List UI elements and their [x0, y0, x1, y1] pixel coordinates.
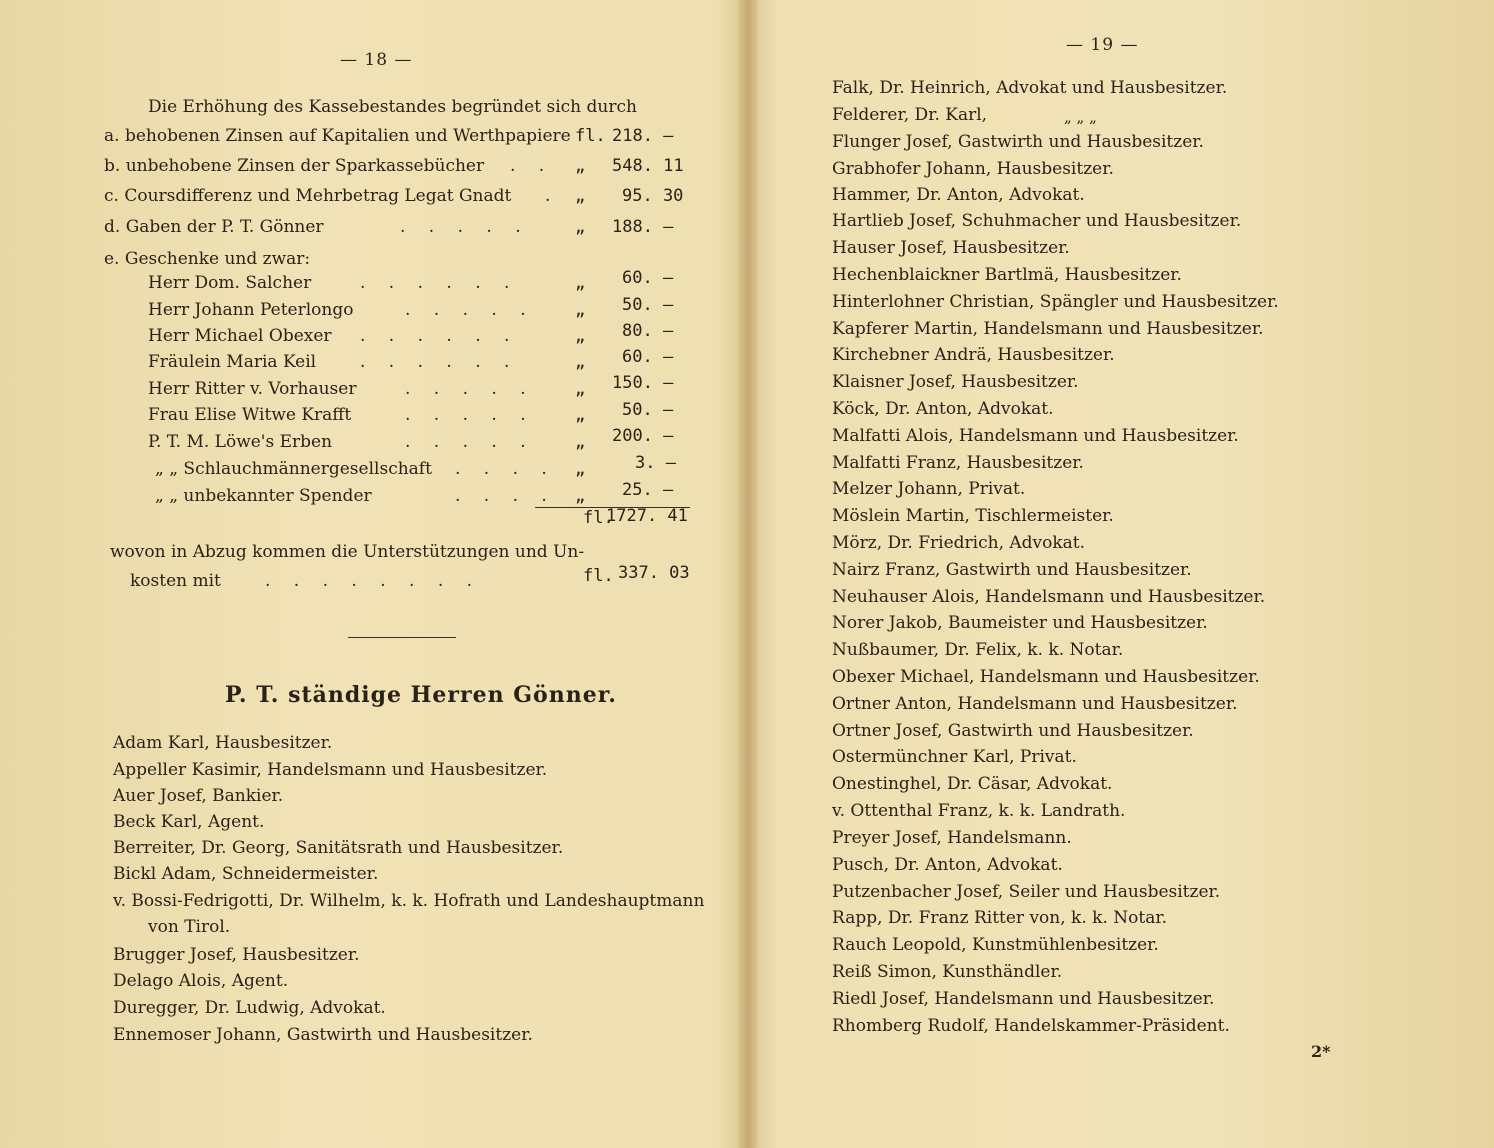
list-item: Köck, Dr. Anton, Advokat. [832, 399, 1054, 419]
gift-amount: 80. — [622, 321, 674, 341]
list-item: Rhomberg Rudolf, Handelskammer-Präsident. [832, 1016, 1230, 1036]
list-item: Hechenblaickner Bartlmä, Hausbesitzer. [832, 265, 1182, 285]
leader-dots: . [545, 186, 560, 206]
leader-dots: . . . . . . [360, 273, 519, 293]
item-b-amount: 548. 11 [612, 156, 684, 176]
item-d-currency: „ [575, 217, 586, 237]
gift-amount: 3. — [635, 453, 676, 473]
gift-amount: 60. — [622, 347, 674, 367]
list-item: v. Ottenthal Franz, k. k. Landrath. [832, 801, 1126, 821]
section-divider [348, 637, 456, 638]
left-page [0, 0, 740, 1148]
list-item: Rapp, Dr. Franz Ritter von, k. k. Notar. [832, 908, 1168, 928]
list-item: Falk, Dr. Heinrich, Advokat und Hausbesitzer. [832, 78, 1228, 98]
book-gutter [738, 0, 758, 1148]
list-item: Berreiter, Dr. Georg, Sanitätsrath und Hausbesitzer. [113, 838, 564, 858]
list-item: Grabhofer Johann, Hausbesitzer. [832, 159, 1114, 179]
list-item: Putzenbacher Josef, Seiler und Hausbesitzer. [832, 882, 1221, 902]
gift-label: Herr Michael Obexer [148, 326, 332, 346]
list-item: Nairz Franz, Gastwirth und Hausbesitzer. [832, 560, 1192, 580]
list-item: Norer Jakob, Baumeister und Hausbesitzer. [832, 613, 1208, 633]
list-item: Reiß Simon, Kunsthändler. [832, 962, 1063, 982]
leader-dots: . . . . . . [360, 352, 519, 372]
item-a-amount: 218. — [612, 126, 674, 146]
list-item: Melzer Johann, Privat. [832, 479, 1026, 499]
list-item: Hartlieb Josef, Schuhmacher und Hausbesitzer. [832, 211, 1242, 231]
gift-amount: 150. — [612, 373, 674, 393]
list-item: Delago Alois, Agent. [113, 971, 289, 991]
item-d-label: d. Gaben der P. T. Gönner [104, 217, 324, 237]
list-item: Neuhauser Alois, Handelsmann und Hausbesitzer. [832, 587, 1266, 607]
item-a-label: a. behobenen Zinsen auf Kapitalien und Werthpapiere [104, 126, 571, 146]
gift-currency: „ [575, 352, 586, 372]
item-b-currency: „ [575, 156, 586, 176]
item-b-label: b. unbehobene Zinsen der Sparkassebücher [104, 156, 485, 176]
gift-amount: 60. — [622, 268, 674, 288]
gift-label: Herr Ritter v. Vorhauser [148, 379, 357, 399]
list-item: Ortner Anton, Handelsmann und Hausbesitzer. [832, 694, 1238, 714]
list-item: Hammer, Dr. Anton, Advokat. [832, 185, 1085, 205]
deduction-currency: fl. [583, 566, 614, 586]
list-item: Nußbaumer, Dr. Felix, k. k. Notar. [832, 640, 1124, 660]
list-item: Ostermünchner Karl, Privat. [832, 747, 1077, 767]
gift-currency: „ [575, 459, 586, 479]
gift-currency: „ [575, 300, 586, 320]
total-amount: 1727. 41 [606, 506, 688, 526]
leader-dots: . . . . . [405, 432, 535, 452]
leader-dots: . . . . [455, 486, 556, 506]
signature-mark: 2* [1311, 1042, 1331, 1061]
leader-dots: . . . . [455, 459, 556, 479]
list-item: Rauch Leopold, Kunstmühlenbesitzer. [832, 935, 1159, 955]
leader-dots: . . . . . [405, 300, 535, 320]
item-c-currency: „ [575, 186, 586, 206]
list-item: Onestinghel, Dr. Cäsar, Advokat. [832, 774, 1113, 794]
leader-dots: . . [510, 156, 554, 176]
list-item: Mörz, Dr. Friedrich, Advokat. [832, 533, 1086, 553]
list-item: Adam Karl, Hausbesitzer. [113, 733, 333, 753]
gift-currency: „ [575, 432, 586, 452]
gift-amount: 50. — [622, 400, 674, 420]
list-item: Malfatti Franz, Hausbesitzer. [832, 453, 1084, 473]
gift-currency: „ [575, 379, 586, 399]
list-item: Auer Josef, Bankier. [113, 786, 284, 806]
list-item: Flunger Josef, Gastwirth und Hausbesitzer. [832, 132, 1204, 152]
left-page-number: — 18 — [340, 50, 413, 70]
item-c-label: c. Coursdifferenz und Mehrbetrag Legat Gnadt [104, 186, 512, 206]
list-item: Appeller Kasimir, Handelsmann und Hausbesitzer. [113, 760, 548, 780]
right-page [756, 0, 1494, 1148]
total-currency: fl. [583, 508, 614, 528]
gift-currency: „ [575, 405, 586, 425]
deduction-line-2: kosten mit [130, 571, 221, 591]
list-item: Preyer Josef, Handelsmann. [832, 828, 1072, 848]
list-item: Hauser Josef, Hausbesitzer. [832, 238, 1070, 258]
list-item: Obexer Michael, Handelsmann und Hausbesitzer. [832, 667, 1260, 687]
list-item: v. Bossi-Fedrigotti, Dr. Wilhelm, k. k. Hofrath und Landeshauptmann [113, 891, 705, 911]
deduction-amount: 337. 03 [618, 563, 690, 583]
list-item: Kapferer Martin, Handelsmann und Hausbesitzer. [832, 319, 1264, 339]
list-item: Hinterlohner Christian, Spängler und Hausbesitzer. [832, 292, 1279, 312]
list-item: Kirchebner Andrä, Hausbesitzer. [832, 345, 1115, 365]
list-item: Riedl Josef, Handelsmann und Hausbesitzer. [832, 989, 1215, 1009]
list-item: Bickl Adam, Schneidermeister. [113, 864, 379, 884]
list-item: Malfatti Alois, Handelsmann und Hausbesitzer. [832, 426, 1239, 446]
leader-dots: . . . . . [405, 405, 535, 425]
intro-line: Die Erhöhung des Kassebestandes begründet sich durch [148, 97, 637, 117]
gift-label: Herr Johann Peterlongo [148, 300, 354, 320]
list-item: Felderer, Dr. Karl, [832, 105, 988, 125]
leader-dots: . . . . . [400, 217, 530, 237]
ditto-marks: „ „ „ [1064, 108, 1097, 126]
right-page-number: — 19 — [1066, 35, 1139, 55]
item-d-amount: 188. — [612, 217, 674, 237]
leader-dots: . . . . . . . . [265, 571, 482, 591]
list-item: Ennemoser Johann, Gastwirth und Hausbesitzer. [113, 1025, 533, 1045]
leader-dots: . . . . . . [360, 326, 519, 346]
list-item: von Tirol. [148, 917, 231, 937]
gift-label: P. T. M. Löwe's Erben [148, 432, 333, 452]
gift-label: „ „ Schlauchmännergesellschaft [155, 459, 432, 479]
gift-label: Fräulein Maria Keil [148, 352, 317, 372]
section-heading: P. T. ständige Herren Gönner. [225, 682, 617, 708]
gift-currency: „ [575, 486, 586, 506]
gift-label: Frau Elise Witwe Krafft [148, 405, 352, 425]
list-item: Ortner Josef, Gastwirth und Hausbesitzer. [832, 721, 1194, 741]
list-item: Pusch, Dr. Anton, Advokat. [832, 855, 1063, 875]
gift-amount: 50. — [622, 295, 674, 315]
list-item: Klaisner Josef, Hausbesitzer. [832, 372, 1079, 392]
item-c-amount: 95. 30 [622, 186, 684, 206]
gift-label: „ „ unbekannter Spender [155, 486, 372, 506]
gift-currency: „ [575, 326, 586, 346]
gift-amount: 200. — [612, 426, 674, 446]
list-item: Möslein Martin, Tischlermeister. [832, 506, 1114, 526]
leader-dots: . . . . . [405, 379, 535, 399]
list-item: Beck Karl, Agent. [113, 812, 265, 832]
deduction-line-1: wovon in Abzug kommen die Unterstützungen und Un- [110, 542, 585, 562]
gift-label: Herr Dom. Salcher [148, 273, 312, 293]
list-item: Brugger Josef, Hausbesitzer. [113, 945, 360, 965]
gift-amount: 25. — [622, 480, 674, 500]
list-item: Duregger, Dr. Ludwig, Advokat. [113, 998, 386, 1018]
item-a-currency: fl. [575, 126, 606, 146]
item-e-label: e. Geschenke und zwar: [104, 249, 311, 269]
gift-currency: „ [575, 273, 586, 293]
